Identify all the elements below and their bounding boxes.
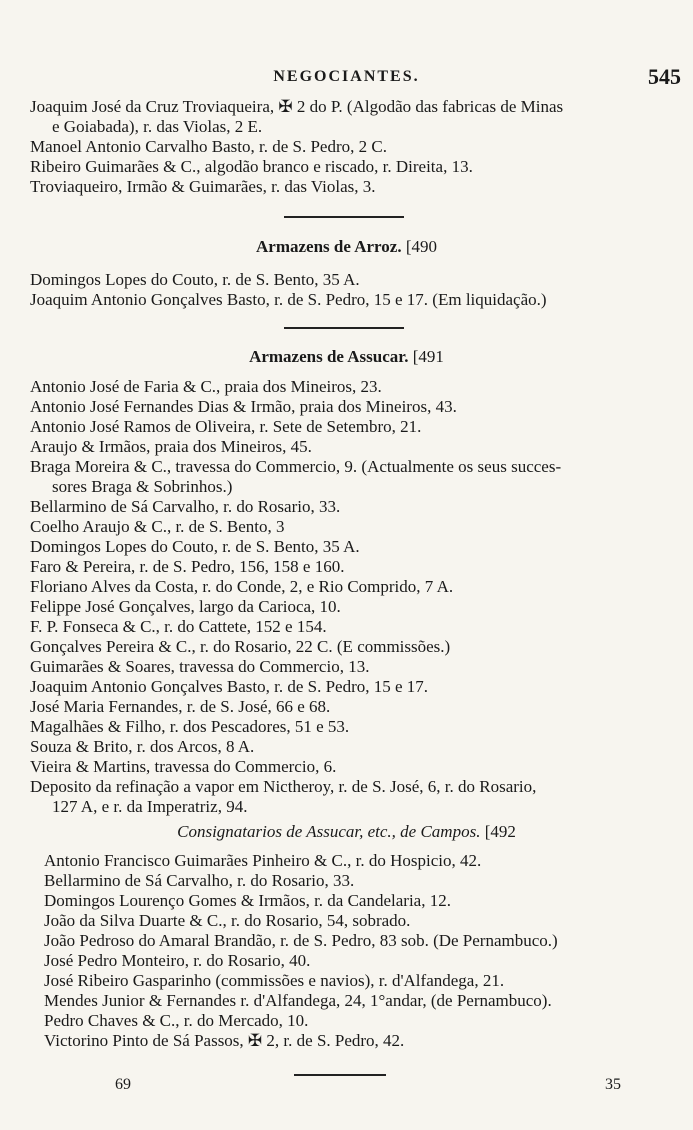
entry-line: Joaquim José da Cruz Troviaqueira, ✠ 2 do P. (Algodão das fabricas de Minas [30, 97, 564, 116]
entry-line: Domingos Lopes do Couto, r. de S. Bento, 35 A. [30, 537, 360, 556]
list-item [30, 417, 675, 437]
list-item [44, 991, 675, 1011]
signature-mark: 69 [115, 1076, 131, 1093]
entry-line: Antonio Francisco Guimarães Pinheiro & C., r. do Hospicio, 42. [44, 851, 482, 870]
entry-line: Antonio José Fernandes Dias & Irmão, praia dos Mineiros, 43. [30, 397, 457, 416]
section-title: Armazens de Arroz. [256, 237, 402, 256]
section-number: [492 [484, 822, 516, 841]
entry-continuation: sores Braga & Sobrinhos.) [52, 477, 233, 496]
page-number: 545 [648, 64, 681, 89]
section-number: [491 [412, 347, 444, 366]
list-item [30, 677, 675, 697]
footer-rule [294, 1074, 386, 1076]
entry-line: Antonio José de Faria & C., praia dos Mineiros, 23. [30, 377, 382, 396]
entry-continuation: 127 A, e r. da Imperatriz, 94. [52, 797, 248, 816]
entry-line: Ribeiro Guimarães & C., algodão branco e riscado, r. Direita, 13. [30, 157, 473, 176]
list-item [44, 911, 675, 931]
entry-line: Pedro Chaves & C., r. do Mercado, 10. [44, 1011, 309, 1030]
list-item [30, 270, 675, 290]
list-item [30, 377, 675, 397]
entry-line: Victorino Pinto de Sá Passos, ✠ 2, r. de S. Pedro, 42. [44, 1031, 405, 1050]
footer-number: 35 [605, 1076, 621, 1093]
entry-line: José Pedro Monteiro, r. do Rosario, 40. [44, 951, 311, 970]
page-header [0, 62, 693, 88]
running-title: NEGOCIANTES. [273, 68, 420, 85]
list-item [30, 577, 675, 597]
entry-line: José Maria Fernandes, r. de S. José, 66 e 68. [30, 697, 331, 716]
section-entry-list-consignatarios [44, 851, 675, 1051]
list-item [30, 697, 675, 717]
entry-line: Domingos Lourenço Gomes & Irmãos, r. da Candelaria, 12. [44, 891, 451, 910]
section-divider [284, 216, 404, 218]
list-item [44, 931, 675, 951]
entry-line: Magalhães & Filho, r. dos Pescadores, 51 e 53. [30, 717, 350, 736]
list-item [30, 657, 675, 677]
entry-line: Braga Moreira & C., travessa do Commercio, 9. (Actualmente os seus succes- [30, 457, 562, 476]
entry-continuation: e Goiabada), r. das Violas, 2 E. [52, 117, 263, 136]
list-item [30, 537, 675, 557]
entry-line: Felippe José Gonçalves, largo da Carioca, 10. [30, 597, 341, 616]
entry-line: João da Silva Duarte & C., r. do Rosario, 54, sobrado. [44, 911, 411, 930]
list-item [30, 597, 675, 617]
list-item [30, 737, 675, 757]
list-item [44, 951, 675, 971]
entry-line: Joaquim Antonio Gonçalves Basto, r. de S. Pedro, 15 e 17. (Em liquidação.) [30, 290, 547, 309]
entry-line: Floriano Alves da Costa, r. do Conde, 2, e Rio Comprido, 7 A. [30, 577, 454, 596]
entry-line: Souza & Brito, r. dos Arcos, 8 A. [30, 737, 255, 756]
entry-line: Vieira & Martins, travessa do Commercio, 6. [30, 757, 337, 776]
list-item [30, 637, 675, 657]
intro-entry-list [30, 97, 675, 197]
entry-line: Gonçalves Pereira & C., r. do Rosario, 22 C. (E commissões.) [30, 637, 451, 656]
entry-line: Troviaqueiro, Irmão & Guimarães, r. das Violas, 3. [30, 177, 376, 196]
section-title: Consignatarios de Assucar, etc., de Campos. [177, 822, 481, 841]
list-item [44, 1011, 675, 1031]
entry-line: Deposito da refinação a vapor em Nictheroy, r. de S. José, 6, r. do Rosario, [30, 777, 537, 796]
entry-line: João Pedroso do Amaral Brandão, r. de S. Pedro, 83 sob. (De Pernambuco.) [44, 931, 558, 950]
entry-line: Guimarães & Soares, travessa do Commercio, 13. [30, 657, 370, 676]
list-item [30, 290, 675, 310]
page-footer [0, 1072, 693, 1102]
list-item [30, 497, 675, 517]
entry-line: Manoel Antonio Carvalho Basto, r. de S. Pedro, 2 C. [30, 137, 387, 156]
list-item [30, 777, 675, 817]
list-item [44, 971, 675, 991]
list-item [30, 457, 675, 497]
list-item [30, 757, 675, 777]
entry-line: Mendes Junior & Fernandes r. d'Alfandega, 24, 1°andar, (de Pernambuco). [44, 991, 552, 1010]
entry-line: Faro & Pereira, r. de S. Pedro, 156, 158 e 160. [30, 557, 345, 576]
entry-line: Araujo & Irmãos, praia dos Mineiros, 45. [30, 437, 312, 456]
list-item [30, 717, 675, 737]
entry-line: Bellarmino de Sá Carvalho, r. do Rosario, 33. [44, 871, 355, 890]
list-item [30, 177, 675, 197]
section-entry-list-arroz [30, 270, 675, 310]
list-item [30, 397, 675, 417]
list-item [30, 97, 675, 137]
list-item [30, 517, 675, 537]
entry-line: Bellarmino de Sá Carvalho, r. do Rosario, 33. [30, 497, 341, 516]
section-divider [284, 327, 404, 329]
list-item [44, 871, 675, 891]
entry-line: Coelho Araujo & C., r. de S. Bento, 3 [30, 517, 285, 536]
list-item [30, 137, 675, 157]
list-item [30, 437, 675, 457]
list-item [44, 851, 675, 871]
section-number: [490 [405, 237, 437, 256]
entry-line: Joaquim Antonio Gonçalves Basto, r. de S. Pedro, 15 e 17. [30, 677, 429, 696]
list-item [44, 891, 675, 911]
list-item [44, 1031, 675, 1051]
section-heading-arroz [0, 237, 693, 257]
entry-line: José Ribeiro Gasparinho (commissões e navios), r. d'Alfandega, 21. [44, 971, 505, 990]
section-heading-consignatarios [0, 822, 693, 842]
entry-line: Domingos Lopes do Couto, r. de S. Bento, 35 A. [30, 270, 360, 289]
section-title: Armazens de Assucar. [249, 347, 409, 366]
list-item [30, 157, 675, 177]
list-item [30, 557, 675, 577]
entry-line: F. P. Fonseca & C., r. do Cattete, 152 e 154. [30, 617, 327, 636]
entry-line: Antonio José Ramos de Oliveira, r. Sete de Setembro, 21. [30, 417, 422, 436]
list-item [30, 617, 675, 637]
section-heading-assucar [0, 347, 693, 367]
section-entry-list-assucar [30, 377, 675, 817]
